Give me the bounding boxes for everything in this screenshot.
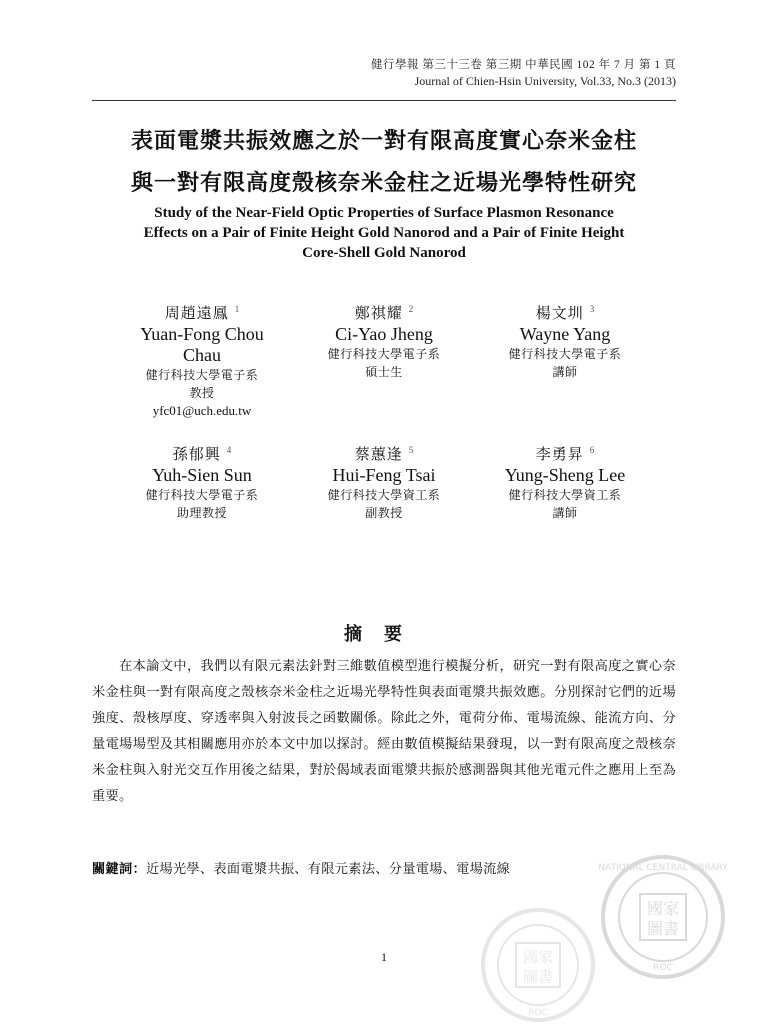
svg-text:國家: 國家: [646, 899, 680, 918]
author-2: [289, 302, 479, 381]
svg-text:ROC: ROC: [528, 1008, 548, 1018]
author-role: 講師: [552, 365, 578, 379]
author-5: [289, 443, 479, 522]
author-zh-name: 楊文圳: [535, 304, 584, 322]
author-index: 6: [589, 445, 595, 455]
title-zh-line-1: 表面電漿共振效應之於一對有限高度實心奈米金柱: [130, 128, 637, 154]
author-en-name: Hui-Feng Tsai: [332, 465, 436, 485]
author-en-name: Yuh-Sien Sun: [152, 465, 252, 485]
title-en-line-1: Study of the Near-Field Optic Properties of Surface Plasmon Resonance: [154, 205, 614, 221]
title-en-line-2: Effects on a Pair of Finite Height Gold Nanorod and a Pair of Finite Height: [143, 225, 625, 241]
author-index: 4: [226, 445, 232, 455]
author-zh-name: 周趙遠鳳: [164, 304, 229, 322]
library-stamp-seal-faint: [478, 905, 598, 1025]
library-stamp-seal: [598, 852, 728, 982]
author-affiliation: 健行科技大學資工系: [508, 488, 622, 502]
svg-text:NATIONAL CENTRAL LIBRARY: NATIONAL CENTRAL LIBRARY: [598, 863, 728, 873]
author-3: [470, 302, 660, 381]
author-affiliation: 健行科技大學資工系: [327, 488, 441, 502]
author-4: [107, 443, 297, 522]
journal-header-zh: 健行學報 第三十三卷 第三期 中華民國 102 年 7 月 第 1 頁: [371, 59, 676, 71]
svg-text:ROC: ROC: [653, 963, 673, 973]
keywords-text: 近場光學、表面電漿共振、有限元素法、分量電場、電場流線: [145, 862, 511, 877]
author-index: 5: [408, 445, 414, 455]
author-zh-name: 鄭祺耀: [354, 304, 403, 322]
author-index: 3: [589, 304, 595, 314]
author-role: 教授: [189, 386, 215, 400]
author-role: 碩士生: [365, 365, 403, 379]
author-en-name: Yuan-Fong Chou: [140, 324, 264, 344]
header-rule: [92, 100, 676, 101]
author-en-name-cont: Chau: [183, 345, 221, 365]
author-zh-name: 李勇昇: [535, 445, 584, 463]
svg-text:國家: 國家: [522, 948, 554, 966]
svg-text:圖書: 圖書: [646, 919, 680, 938]
author-affiliation: 健行科技大學電子系: [145, 368, 259, 382]
author-en-name: Ci-Yao Jheng: [335, 324, 433, 344]
author-en-name: Wayne Yang: [519, 324, 611, 344]
author-6: [470, 443, 660, 522]
title-zh-line-2: 與一對有限高度殼核奈米金柱之近場光學特性研究: [130, 170, 637, 196]
author-index: 1: [234, 304, 240, 314]
author-affiliation: 健行科技大學電子系: [327, 347, 441, 361]
keywords-label: 關鍵詞：: [92, 862, 146, 877]
svg-text:圖書: 圖書: [522, 968, 554, 986]
author-en-name: Yung-Sheng Lee: [504, 465, 626, 485]
author-affiliation: 健行科技大學電子系: [508, 347, 622, 361]
keywords: [92, 858, 676, 877]
author-role: 副教授: [365, 506, 403, 520]
author-email: yfc01@uch.edu.tw: [152, 403, 252, 418]
author-role: 講師: [552, 506, 578, 520]
title-en-line-3: Core-Shell Gold Nanorod: [302, 245, 466, 261]
author-index: 2: [408, 304, 414, 314]
page-number: 1: [381, 950, 387, 964]
author-affiliation: 健行科技大學電子系: [145, 488, 259, 502]
journal-header-en: Journal of Chien-Hsin University, Vol.33, No.3 (2013): [414, 74, 676, 88]
author-role: 助理教授: [176, 506, 227, 520]
author-1: [107, 302, 297, 420]
author-zh-name: 蔡蕙逢: [354, 445, 403, 463]
abstract-body: 在本論文中，我們以有限元素法針對三維數值模型進行模擬分析，研究一對有限高度之實心奈米金柱與一對有限高度之殼核奈米金柱之近場光學特性與表面電漿共振效應。分別探討它們的近場強度、殼核厚度、穿透率與入射波長之函數關係。除此之外，電荷分佈、電場流線、能流方向、分量電場場型及其相關應用亦於本文中加以探討。經由數值模擬結果發現，以一對有限高度之殼核奈米金柱與入射光交互作用後之結果，對於偈域表面電漿共振於感測器與其他光電元件之應用上至為重要。: [92, 659, 676, 804]
author-zh-name: 孫郁興: [172, 445, 221, 463]
abstract-heading: 摘要: [344, 624, 424, 645]
